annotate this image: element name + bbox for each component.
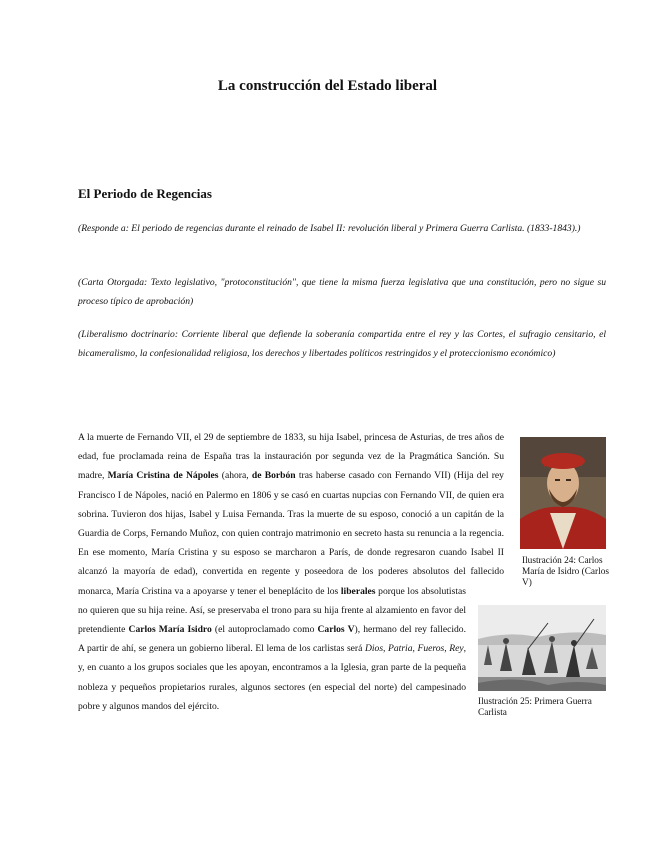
figure-caption-2: Ilustración 25: Primera Guerra Carlista [478,697,592,718]
text-run: (ahora, [218,470,252,482]
page-title: La construcción del Estado liberal [217,78,438,94]
text-run: , y, en cuanto a los grupos sociales que les apoyan, encontramos a la Iglesia, gran parte de la pequeña nobleza y pequeños propietarios rurales, algunos sectores (en especial del norte) del campesinado pobre y algunos mandos del ejército. [78,643,467,712]
italic-lema-carlista: Dios, Patria, Fueros, Rey [364,643,464,655]
figure-caption-1: Ilustración 24: Carlos María de Isidro (Carlos V) [522,556,610,588]
text-run: porque los absolutistas no quieren que su hija reine. Así, se preservaba el trono para su hija frente al alzamiento en favor del pretendiente [78,585,466,636]
bold-carlos-v: Carlos V [317,624,355,636]
battle-scene-image [478,605,606,691]
text-run: (el autoproclamado como [211,624,318,636]
bold-maria-cristina: María Cristina de Nápoles [107,470,219,482]
text-run: A la muerte de Fernando VII, el 29 de septiembre de 1833, su hija Isabel, princesa de Asturias, de tres años de edad, fue proclamada reina de España tras la instauración por segunda vez de la Pragmática Sanción. Su madre, [78,432,504,482]
bold-carlos-maria-isidro: Carlos María Isidro [128,624,212,636]
text-run: ), hermano del rey fallecido. A partir de ahí, se genera un gobierno liberal. El lema de los carlistas será [78,624,466,655]
portrait-image [520,437,606,549]
text-run: tras haberse casado con Fernando VII) (Hija del rey Francisco I de Nápoles, nació en Palermo en 1806 y se casó en cuartas nupcias con Fernando VII, de quien era sobrina. Tuvieron dos hijas, Isabel y Luisa Fernanda. Tras la muerte de su esposo, conoció a un capitán de la Guardia de Corps, Fernando Muñoz, con quien contrajo matrimonio en secreto hasta su renuncia a la regencia. En ese momento, María Cristina y su esposo se marcharon a París, de donde regresaron cuando Isabel II alcanzó la mayoría de edad), convertida en regente y poseedora de los poderes absolutos del fallecido monarca, María Cristina va a apoyarse y tener el beneplácito de los [78,470,504,597]
bold-liberales: liberales [340,585,376,597]
bold-de-borbon: de Borbón [251,470,296,482]
note-carta-otorgada: (Carta Otorgada: Texto legislativo, "protoconstitución", que tiene la misma fuerza legislativa que una constitución, pero no sigue su proceso típico de aprobación) [78,277,606,307]
section-heading: El Periodo de Regencias [78,186,212,201]
note-liberalismo-doctrinario: (Liberalismo doctrinario: Corriente liberal que defiende la soberanía compartida entre el rey y las Cortes, el sufragio censitario, el bicameralismo, la confesionalidad religiosa, los derechos y libertades políticos restringidos y el proteccionismo económico) [78,329,606,359]
note-responde: (Responde a: El periodo de regencias durante el reinado de Isabel II: revolución liberal y Primera Guerra Carlista. (1833-1843).) [78,223,581,234]
